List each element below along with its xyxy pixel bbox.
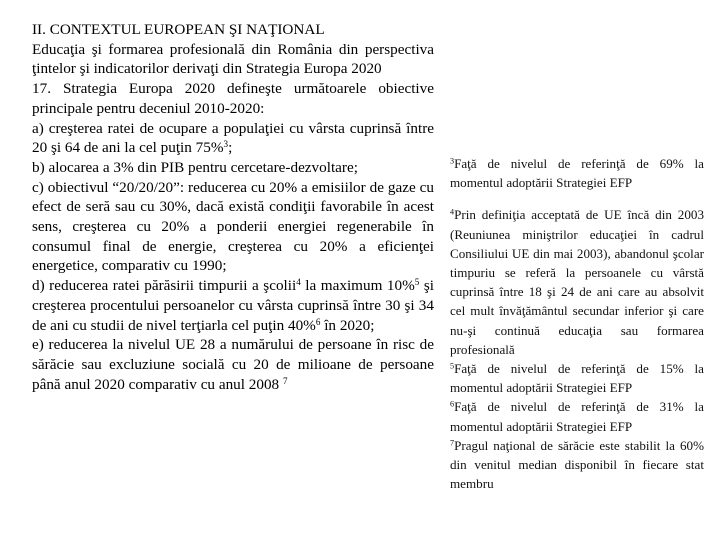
- footnote-4: [450, 205, 704, 359]
- section-heading: II. CONTEXTUL EUROPEAN ŞI NAŢIONAL: [32, 21, 325, 38]
- footnote-ref-5: 5: [414, 277, 420, 288]
- main-text-column: [32, 20, 434, 394]
- objective-d-text-4: în 2020;: [320, 316, 375, 334]
- footnote-number: 5: [450, 361, 455, 371]
- footnote-ref-3: 3: [223, 139, 229, 150]
- objective-c: c) obiectivul “20/20/20”: reducerea cu 20% a emisiilor de gaze cu efect de seră sau cu 30%, dacă există condiţii favorabile în acest sens, creşterea cu 20% a ponderii energiei regenerabile în consumul final de energie, creşterea cu 20% a eficienţei energetice, comparativ cu 1990;: [32, 178, 434, 275]
- footnote-number: 7: [450, 438, 455, 448]
- footnote-text: Faţă de nivelul de referinţă de 15% la momentul adoptării Strategiei EFP: [450, 361, 704, 396]
- objective-a-end: ;: [228, 139, 233, 157]
- footnote-text: Faţă de nivelul de referinţă de 31% la momentul adoptării Strategiei EFP: [450, 399, 704, 434]
- objective-e: [32, 335, 434, 394]
- footnote-6: [450, 397, 704, 435]
- objective-d-text-1: d) reducerea ratei părăsirii timpurii a şcolii: [32, 277, 297, 295]
- objective-d-text-2: la maximum 10%: [300, 277, 415, 295]
- objective-e-text: e) reducerea la nivelul UE 28 a numărului de persoane în risc de sărăcie sau excluziune socială cu 20 de milioane de persoane până anul 2020 comparativ cu anul 2008: [32, 336, 434, 393]
- objective-d: [32, 276, 434, 335]
- objective-a-text: a) creşterea ratei de ocupare a populaţiei cu vârsta cuprinsă între 20 şi 64 de ani la cel puţin 75%: [32, 119, 434, 157]
- intro-paragraph: Educaţia şi formarea profesională din România din perspectiva ţintelor şi indicatorilor derivaţi din Strategia Europa 2020: [32, 40, 434, 78]
- objective-a: [32, 119, 434, 158]
- footnote-number: 6: [450, 399, 455, 409]
- footnote-text: Pragul naţional de sărăcie este stabilit la 60% din venitul median disponibil în fiecare stat membru: [450, 437, 704, 492]
- footnote-number: 4: [450, 207, 455, 217]
- footnote-number: 3: [450, 156, 455, 166]
- objective-b: b) alocarea a 3% din PIB pentru cercetare-dezvoltare;: [32, 158, 358, 176]
- footnote-7: [450, 436, 704, 494]
- footnote-5: [450, 359, 704, 397]
- footnote-ref-4: 4: [296, 277, 301, 288]
- objective-d-text-3: şi creşterea procentului persoanelor cu vârsta cuprinsă între 30 şi 34 de ani cu studii de nivel terţiarla cel puţin 40%: [32, 277, 434, 334]
- footnotes-column: [450, 154, 704, 493]
- paragraph-17: 17. Strategia Europa 2020 defineşte următoarele obiective principale pentru deceniul 2010-2020:: [32, 80, 434, 117]
- footnote-text: Prin definiţia acceptată de UE încă din 2003 (Reuniunea miniştrilor educaţiei în cadrul Consiliului UE din mai 2003), abandonul şcolar timpuriu se referă la persoanele cu vârstă cuprinsă între 18 şi 24 de ani care au absolvit cel mult învăţământul secundar inferior şi care nu-şi continuă educaţia sau formarea profesională: [450, 207, 704, 357]
- footnote-ref-6: 6: [315, 316, 321, 327]
- footnote-text: Faţă de nivelul de referinţă de 69% la momentul adoptării Strategiei EFP: [450, 156, 704, 191]
- footnote-3: [450, 154, 704, 192]
- footnote-ref-7: 7: [282, 375, 288, 386]
